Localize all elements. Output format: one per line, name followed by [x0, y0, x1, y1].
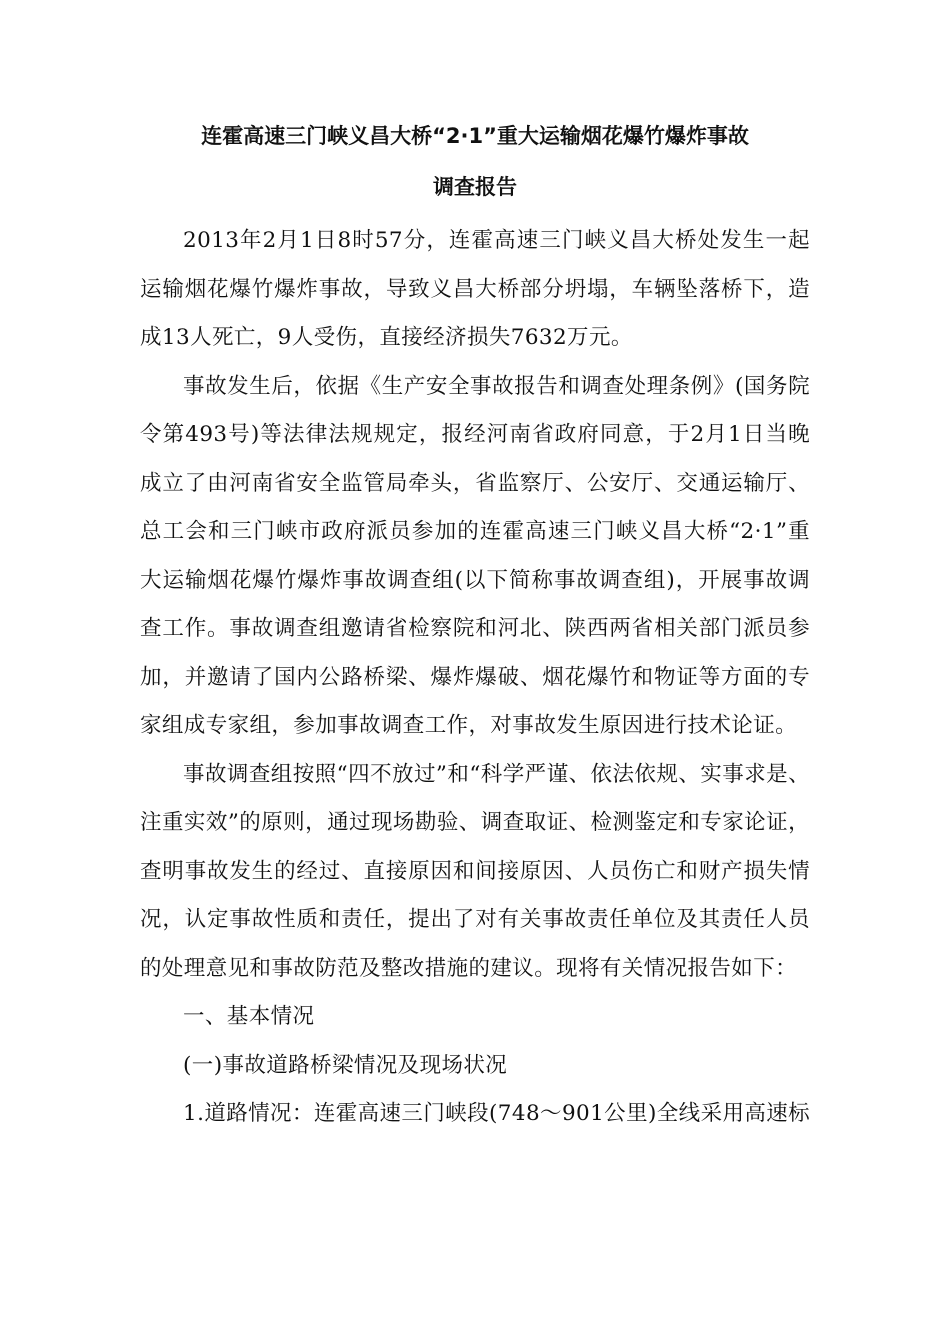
paragraph-investigation-principles: 事故调查组按照“四不放过”和“科学严谨、依法依规、实事求是、注重实效”的原则，通过现场勘验、调查取证、检测鉴定和专家论证，查明事故发生的经过、直接原因和间接原因、人员伤亡和财产损失情况，认定事故性质和责任，提出了对有关事故责任单位及其责任人员的处理意见和事故防范及整改措施的建议。现将有关情况报告如下：	[140, 761, 810, 981]
paragraph-road-situation: 1.道路情况：连霍高速三门峡段(748～901公里)全线采用高速标	[183, 1101, 811, 1126]
report-title-line-1: 连霍高速三门峡义昌大桥“2·1”重大运输烟花爆竹爆炸事故	[201, 124, 749, 148]
report-title-line-2: 调查报告	[433, 175, 517, 199]
section-heading-basic-situation: 一、基本情况	[183, 1004, 315, 1029]
paragraph-accident-summary: 2013年2月1日8时57分，连霍高速三门峡义昌大桥处发生一起运输烟花爆竹爆炸事故，导致义昌大桥部分坍塌，车辆坠落桥下，造成13人死亡，9人受伤，直接经济损失7632万元。	[140, 228, 810, 350]
paragraph-investigation-setup: 事故发生后，依据《生产安全事故报告和调查处理条例》(国务院令第493号)等法律法规规定，报经河南省政府同意，于2月1日当晚成立了由河南省安全监管局牵头，省监察厅、公安厅、交通运输厅、总工会和三门峡市政府派员参加的连霍高速三门峡义昌大桥“2·1”重大运输烟花爆竹爆炸事故调查组(以下简称事故调查组)，开展事故调查工作。事故调查组邀请省检察院和河北、陕西两省相关部门派员参加，并邀请了国内公路桥梁、爆炸爆破、烟花爆竹和物证等方面的专家组成专家组，参加事故调查工作，对事故发生原因进行技术论证。	[140, 373, 810, 738]
report-body	[140, 217, 810, 1139]
subsection-heading-road-bridge: (一)事故道路桥梁情况及现场状况	[183, 1052, 508, 1078]
